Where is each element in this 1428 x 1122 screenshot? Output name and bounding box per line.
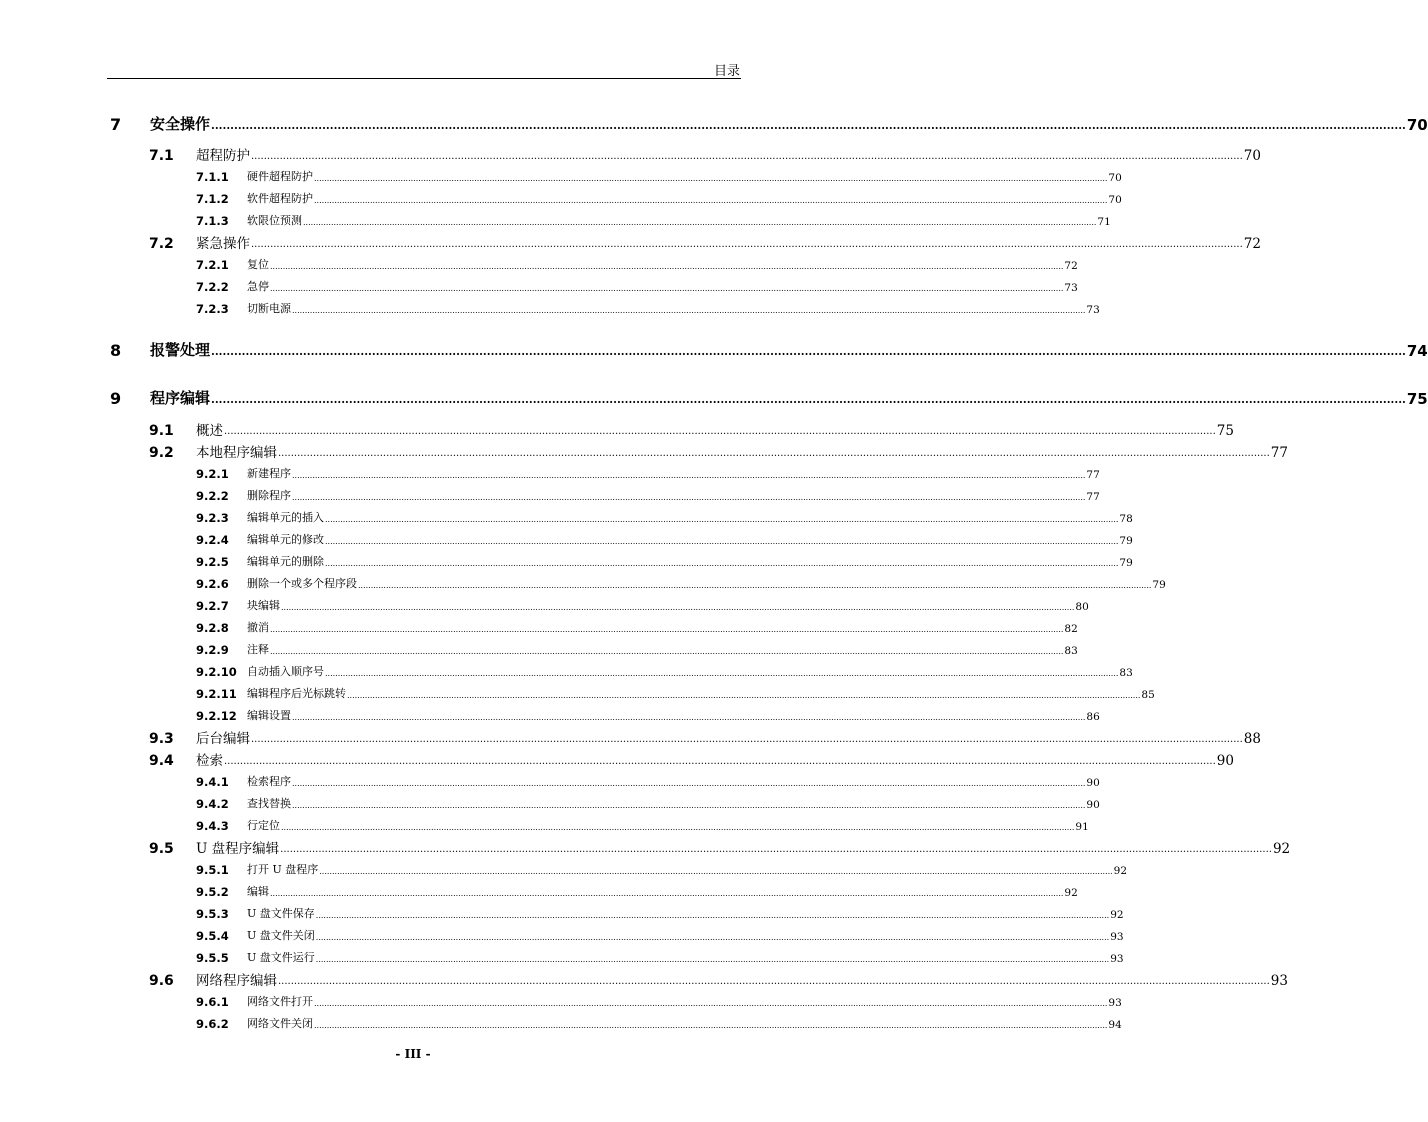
toc-entry-number: 9.2.5 — [196, 555, 229, 569]
toc-entry-number: 9.2.7 — [196, 599, 229, 613]
toc-entry-number: 7.1.1 — [196, 170, 229, 184]
toc-entry-title: 概述 — [196, 423, 223, 439]
toc-entry-number: 7.2.1 — [196, 258, 229, 272]
toc-entry-level2[interactable] — [149, 420, 1234, 439]
toc-entry-page: 94 — [1108, 1019, 1122, 1031]
toc-entry-page: 86 — [1086, 711, 1100, 723]
dot-leader — [292, 470, 1085, 481]
toc-entry-title: U 盘文件保存 — [247, 907, 315, 920]
toc-entry-number: 9.1 — [149, 423, 174, 439]
toc-entry-title: 编辑程序后光标跳转 — [247, 687, 346, 700]
toc-entry-title: 编辑单元的删除 — [247, 555, 324, 568]
toc-entry-title: 报警处理 — [150, 341, 211, 359]
toc-entry-number: 9.4.3 — [196, 819, 229, 833]
dot-leader — [281, 822, 1074, 833]
toc-entry-page: 92 — [1113, 865, 1128, 877]
toc-entry-level3[interactable] — [196, 860, 1128, 877]
toc-entry-level3[interactable] — [196, 992, 1122, 1009]
toc-entry-title: U 盘文件运行 — [247, 951, 315, 964]
toc-entry-title: 本地程序编辑 — [196, 445, 277, 461]
toc-entry-page: 93 — [1110, 953, 1124, 965]
toc-entry-level2[interactable] — [149, 728, 1261, 747]
toc-entry-number: 8 — [110, 341, 122, 360]
toc-entry-number: 9.3 — [149, 731, 174, 747]
toc-entry-number: 9.5 — [149, 841, 174, 857]
toc-entry-page: 85 — [1141, 689, 1155, 701]
dot-leader — [314, 998, 1107, 1009]
toc-entry-level2[interactable] — [149, 442, 1288, 461]
toc-entry-level3[interactable] — [196, 772, 1100, 789]
toc-entry-level1[interactable] — [110, 112, 1428, 134]
toc-entry-page: 93 — [1108, 997, 1122, 1009]
toc-entry-title: 网络程序编辑 — [196, 973, 277, 989]
toc-entry-page: 82 — [1064, 623, 1078, 635]
dot-leader — [270, 888, 1063, 899]
dot-leader — [325, 558, 1118, 569]
dot-leader — [314, 1020, 1107, 1031]
toc-entry-page: 74 — [1406, 342, 1428, 360]
toc-entry-title: 切断电源 — [247, 302, 291, 315]
toc-entry-level3[interactable] — [196, 1014, 1122, 1031]
toc-entry-level2[interactable] — [149, 750, 1234, 769]
toc-entry-number: 9.2.9 — [196, 643, 229, 657]
toc-entry-level3[interactable] — [196, 684, 1155, 701]
toc-entry-title: U 盘程序编辑 — [196, 841, 280, 857]
dot-leader — [292, 712, 1085, 723]
dot-leader — [325, 668, 1118, 679]
toc-entry-page: 78 — [1119, 513, 1133, 525]
dot-leader — [281, 602, 1074, 613]
dot-leader — [358, 580, 1151, 591]
toc-entry-title: 检索程序 — [247, 775, 291, 788]
toc-entry-title: 行定位 — [247, 819, 280, 832]
toc-entry-page: 79 — [1152, 579, 1166, 591]
toc-entry-level3[interactable] — [196, 926, 1124, 943]
dot-leader — [270, 646, 1063, 657]
toc-entry-page: 70 — [1406, 116, 1428, 134]
dot-leader — [316, 910, 1109, 921]
toc-entry-title: 删除一个或多个程序段 — [247, 577, 357, 590]
toc-entry-page: 72 — [1243, 236, 1261, 252]
toc-entry-title: 超程防护 — [196, 148, 250, 164]
toc-entry-page: 72 — [1064, 260, 1078, 272]
toc-entry-page: 92 — [1064, 887, 1078, 899]
toc-entry-level1[interactable] — [110, 386, 1428, 408]
toc-entry-title: 编辑单元的插入 — [247, 511, 324, 524]
dot-leader — [278, 447, 1270, 461]
dot-leader — [303, 217, 1096, 228]
toc-entry-page: 90 — [1086, 777, 1100, 789]
toc-entry-number: 9.2.12 — [196, 709, 237, 723]
toc-entry-title: 块编辑 — [247, 599, 280, 612]
toc-entry-number: 9.4.1 — [196, 775, 229, 789]
toc-entry-page: 92 — [1110, 909, 1124, 921]
toc-entry-page: 90 — [1216, 753, 1234, 769]
toc-entry-level1[interactable] — [110, 338, 1428, 360]
toc-entry-number: 9.5.1 — [196, 863, 229, 877]
toc-entry-number: 9.2.10 — [196, 665, 237, 679]
toc-entry-number: 9.2.11 — [196, 687, 237, 701]
toc-entry-title: 急停 — [247, 280, 269, 293]
dot-leader — [316, 954, 1109, 965]
toc-entry-number: 9.6.2 — [196, 1017, 229, 1031]
dot-leader — [316, 932, 1109, 943]
toc-entry-level3[interactable] — [196, 255, 1078, 272]
toc-entry-level3[interactable] — [196, 662, 1133, 679]
toc-entry-page: 91 — [1075, 821, 1089, 833]
toc-entry-title: 编辑单元的修改 — [247, 533, 324, 546]
toc-entry-page: 73 — [1064, 282, 1078, 294]
toc-entry-number: 9.5.2 — [196, 885, 229, 899]
toc-entry-number: 9.2 — [149, 445, 174, 461]
toc-entry-page: 93 — [1270, 973, 1288, 989]
toc-entry-level3[interactable] — [196, 277, 1078, 294]
toc-entry-title: 新建程序 — [247, 467, 291, 480]
toc-entry-number: 7 — [110, 115, 122, 134]
toc-entry-page: 92 — [1272, 841, 1291, 857]
toc-entry-number: 9.2.1 — [196, 467, 229, 481]
toc-entry-level3[interactable] — [196, 904, 1124, 921]
toc-entry-number: 7.2.2 — [196, 280, 229, 294]
toc-entry-title: 撤消 — [247, 621, 269, 634]
toc-entry-title: 网络文件关闭 — [247, 1017, 313, 1030]
toc-entry-number: 9.6.1 — [196, 995, 229, 1009]
toc-entry-page: 83 — [1064, 645, 1078, 657]
toc-entry-title: 复位 — [247, 258, 269, 271]
toc-entry-level3[interactable] — [196, 816, 1089, 833]
toc-entry-number: 7.1.3 — [196, 214, 229, 228]
dot-leader — [270, 261, 1063, 272]
toc-entry-level3[interactable] — [196, 530, 1133, 547]
toc-entry-level3[interactable] — [196, 706, 1100, 723]
toc-entry-title: 查找替换 — [247, 797, 291, 810]
dot-leader — [280, 843, 1272, 857]
dot-leader — [292, 800, 1085, 811]
toc-entry-level3[interactable] — [196, 794, 1100, 811]
toc-entry-page: 70 — [1243, 148, 1261, 164]
toc-entry-level3[interactable] — [196, 574, 1166, 591]
dot-leader — [347, 690, 1140, 701]
toc-entry-title: 安全操作 — [150, 115, 211, 133]
dot-leader — [314, 173, 1107, 184]
dot-leader — [278, 975, 1270, 989]
toc-entry-number: 7.1.2 — [196, 192, 229, 206]
toc-entry-number: 7.2 — [149, 236, 174, 252]
toc-entry-title: 检索 — [196, 753, 223, 769]
page-number: - III - — [395, 1047, 431, 1061]
toc-entry-number: 9.2.8 — [196, 621, 229, 635]
toc-entry-page: 77 — [1270, 445, 1288, 461]
toc-entry-title: 后台编辑 — [196, 731, 250, 747]
dot-leader — [211, 392, 1406, 408]
toc-entry-level3[interactable] — [196, 640, 1078, 657]
toc-entry-level3[interactable] — [196, 211, 1111, 228]
toc-entry-number: 9.5.4 — [196, 929, 229, 943]
toc-entry-title: 程序编辑 — [150, 389, 211, 407]
toc-entry-number: 9.2.2 — [196, 489, 229, 503]
toc-entry-page: 79 — [1119, 535, 1133, 547]
toc-entry-page: 71 — [1097, 216, 1111, 228]
toc-entry-page: 79 — [1119, 557, 1133, 569]
dot-leader — [251, 238, 1243, 252]
toc-entry-number: 9.4.2 — [196, 797, 229, 811]
toc-entry-level3[interactable] — [196, 167, 1122, 184]
dot-leader — [251, 150, 1243, 164]
dot-leader — [292, 492, 1085, 503]
toc-entry-level3[interactable] — [196, 299, 1100, 316]
toc-entry-page: 93 — [1110, 931, 1124, 943]
toc-entry-number: 9.5.3 — [196, 907, 229, 921]
toc-entry-title: 编辑设置 — [247, 709, 291, 722]
dot-leader — [211, 344, 1406, 360]
toc-entry-level3[interactable] — [196, 596, 1089, 613]
toc-entry-number: 9 — [110, 389, 122, 408]
toc-entry-title: 编辑 — [247, 885, 269, 898]
toc-entry-level2[interactable] — [149, 233, 1261, 252]
dot-leader — [325, 514, 1118, 525]
page-header-title: 目录 — [713, 64, 740, 79]
toc-entry-page: 75 — [1406, 390, 1428, 408]
toc-entry-title: 硬件超程防护 — [247, 170, 313, 183]
toc-entry-page: 83 — [1119, 667, 1133, 679]
toc-entry-title: 软件超程防护 — [247, 192, 313, 205]
toc-entry-number: 9.4 — [149, 753, 174, 769]
toc-entry-page: 90 — [1086, 799, 1100, 811]
dot-leader — [224, 425, 1216, 439]
toc-entry-title: U 盘文件关闭 — [247, 929, 315, 942]
toc-entry-page: 80 — [1075, 601, 1089, 613]
toc-entry-level2[interactable] — [149, 838, 1291, 857]
dot-leader — [325, 536, 1118, 547]
toc-entry-level3[interactable] — [196, 508, 1133, 525]
toc-entry-number: 9.2.6 — [196, 577, 229, 591]
toc-entry-page: 75 — [1216, 423, 1234, 439]
toc-entry-number: 9.2.3 — [196, 511, 229, 525]
toc-entry-page: 77 — [1086, 491, 1100, 503]
toc-entry-level2[interactable] — [149, 970, 1288, 989]
toc-entry-level2[interactable] — [149, 145, 1261, 164]
toc-entry-title: 紧急操作 — [196, 236, 250, 252]
toc-entry-number: 7.1 — [149, 148, 174, 164]
dot-leader — [251, 733, 1243, 747]
toc-entry-level3[interactable] — [196, 486, 1100, 503]
toc-entry-page: 70 — [1108, 172, 1122, 184]
toc-entry-page: 88 — [1243, 731, 1261, 747]
toc-entry-title: 删除程序 — [247, 489, 291, 502]
dot-leader — [270, 283, 1063, 294]
toc-entry-title: 打开 U 盘程序 — [247, 863, 319, 876]
toc-entry-level3[interactable] — [196, 552, 1133, 569]
toc-entry-level3[interactable] — [196, 189, 1122, 206]
toc-entry-title: 软限位预测 — [247, 214, 302, 227]
dot-leader — [211, 118, 1406, 134]
toc-entry-title: 自动插入顺序号 — [247, 665, 324, 678]
dot-leader — [319, 866, 1112, 877]
toc-entry-level3[interactable] — [196, 464, 1100, 481]
dot-leader — [270, 624, 1063, 635]
toc-entry-level3[interactable] — [196, 618, 1078, 635]
dot-leader — [292, 778, 1085, 789]
toc-entry-number: 7.2.3 — [196, 302, 229, 316]
toc-entry-number: 9.2.4 — [196, 533, 229, 547]
dot-leader — [314, 195, 1107, 206]
dot-leader — [292, 305, 1085, 316]
toc-entry-title: 网络文件打开 — [247, 995, 313, 1008]
toc-entry-level3[interactable] — [196, 948, 1124, 965]
toc-entry-page: 77 — [1086, 469, 1100, 481]
toc-entry-number: 9.5.5 — [196, 951, 229, 965]
toc-entry-level3[interactable] — [196, 882, 1078, 899]
toc-entry-title: 注释 — [247, 643, 269, 656]
toc-entry-number: 9.6 — [149, 973, 174, 989]
toc-entry-page: 73 — [1086, 304, 1100, 316]
dot-leader — [224, 755, 1216, 769]
toc-entry-page: 70 — [1108, 194, 1122, 206]
